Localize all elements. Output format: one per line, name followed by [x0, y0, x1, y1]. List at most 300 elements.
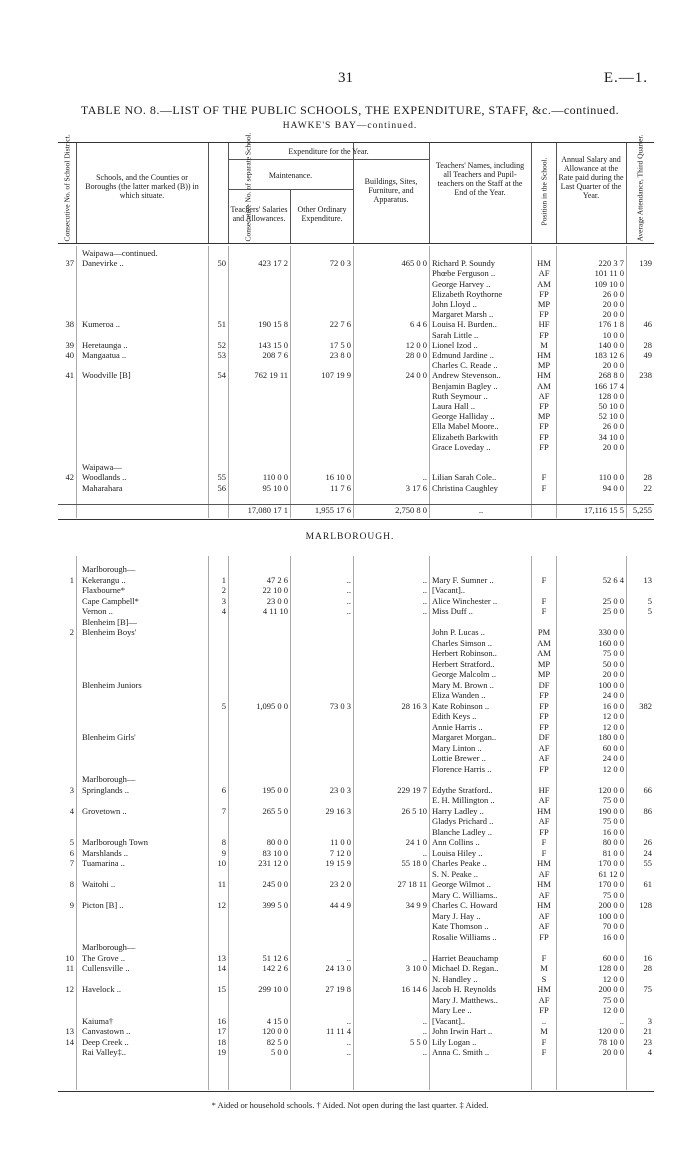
teacher-position: MP [537, 658, 551, 669]
buildings-expenditure: 24 1 0 [405, 837, 427, 847]
annual-salary: 20 0 0 [602, 669, 624, 679]
other-expenditure: .. [346, 1047, 351, 1057]
teacher-name: [Vacant].. [432, 1015, 466, 1026]
table-row [58, 995, 654, 1006]
table-row [58, 911, 654, 922]
teacher-name: Edmund Jardine .. [432, 350, 494, 360]
teacher-name: Andrew Stevenson.. [432, 370, 501, 381]
school-name: Blenheim Juniors [82, 679, 142, 690]
teachers-salaries: 4 15 0 [266, 1015, 288, 1026]
teacher-position: AF [538, 816, 550, 826]
annual-salary: 12 0 0 [602, 711, 624, 721]
teacher-name: Louisa Hiley .. [432, 847, 483, 858]
total-buildings: 2,750 8 0 [395, 505, 427, 515]
teacher-position: HM [537, 370, 551, 381]
teacher-name: Herbert Stratford.. [432, 658, 495, 669]
other-expenditure: 23 8 0 [329, 350, 351, 360]
school-name: Cullensville .. [82, 963, 130, 973]
annual-salary: 140 0 0 [598, 339, 624, 350]
teachers-salaries: 95 10 0 [262, 482, 288, 493]
district-number: 9 [69, 900, 74, 910]
average-attendance: 238 [639, 370, 652, 381]
teacher-position: HM [537, 984, 551, 994]
teacher-name: Elizabeth Roythorne [432, 288, 503, 299]
teacher-name: Charles C. Howard [432, 900, 498, 910]
teachers-salaries: 110 0 0 [262, 472, 288, 483]
buildings-expenditure: 55 18 0 [401, 858, 427, 868]
district-number: 42 [65, 472, 74, 483]
school-number: 50 [217, 258, 226, 269]
annual-salary: 80 0 0 [602, 837, 624, 847]
school-number: 7 [221, 805, 226, 816]
table-row [58, 953, 654, 964]
annual-salary: 16 0 0 [602, 826, 624, 837]
other-expenditure: 72 0 3 [329, 258, 351, 269]
buildings-expenditure: 12 0 0 [405, 339, 427, 350]
school-name: Marshlands .. [82, 847, 129, 858]
annual-salary: 20 0 0 [602, 299, 624, 309]
average-attendance: 46 [643, 319, 652, 330]
table-row [58, 984, 654, 995]
annual-salary: 20 0 0 [602, 1047, 624, 1057]
annual-salary: 10 0 0 [602, 329, 624, 340]
teacher-position: AF [538, 390, 550, 401]
teacher-position: HM [537, 258, 551, 269]
annual-salary: 24 0 0 [602, 753, 624, 763]
teacher-name: John Lloyd .. [432, 299, 477, 309]
table-row [58, 711, 654, 722]
other-expenditure: .. [346, 606, 351, 616]
teacher-position: MP [537, 299, 551, 309]
annual-salary: 26 0 0 [602, 421, 624, 432]
teacher-position: F [541, 606, 547, 616]
school-name: Marlborough— [82, 564, 136, 574]
annual-salary: 20 0 0 [602, 360, 624, 371]
annual-salary: 26 0 0 [602, 288, 624, 299]
header-expenditure: Expenditure for the Year. [288, 147, 369, 156]
teachers-salaries: 5 0 0 [271, 1047, 288, 1057]
table-header [58, 132, 654, 244]
average-attendance: 75 [643, 984, 652, 994]
table-row [58, 585, 654, 596]
total-name-placeholder: .. [478, 505, 484, 515]
annual-salary: 166 17 4 [594, 380, 624, 391]
other-expenditure: .. [346, 1036, 351, 1047]
school-number: 10 [217, 858, 226, 868]
teachers-salaries: 762 19 11 [254, 370, 288, 381]
teacher-name: Mary Lee .. [432, 1005, 472, 1015]
other-expenditure: .. [346, 585, 351, 595]
school-number: 51 [217, 319, 226, 330]
buildings-expenditure: 26 5 10 [401, 805, 427, 816]
other-expenditure: .. [346, 952, 351, 963]
teacher-position: F [541, 1036, 547, 1047]
page-number: 31 [338, 70, 353, 86]
teachers-salaries: 23 0 0 [266, 595, 288, 606]
teacher-name: Rosalie Williams .. [432, 931, 497, 942]
school-number: 17 [217, 1026, 226, 1036]
table-row [58, 659, 654, 670]
school-number: 54 [217, 370, 226, 381]
annual-salary: 101 11 0 [594, 268, 624, 279]
table-row [58, 680, 654, 691]
teacher-name: Miss Duff .. [432, 606, 473, 616]
teachers-salaries: 142 2 6 [262, 963, 288, 973]
average-attendance: 21 [643, 1026, 652, 1036]
teacher-name: Annie Harris .. [432, 721, 483, 732]
table-row [58, 701, 654, 712]
teacher-position: F [541, 595, 547, 606]
teacher-position: AM [537, 637, 551, 648]
teacher-position: AM [537, 648, 551, 658]
annual-salary: 170 0 0 [598, 879, 624, 889]
table-row [58, 617, 654, 628]
school-name: The Grove .. [82, 952, 125, 963]
teachers-salaries: 190 15 8 [258, 319, 288, 330]
table-row [58, 837, 654, 848]
buildings-expenditure: .. [422, 585, 427, 595]
other-expenditure: 19 15 9 [325, 858, 351, 868]
district-number: 1 [69, 574, 74, 585]
teacher-position: AM [537, 380, 551, 391]
school-number: 56 [217, 482, 226, 493]
annual-salary: 12 0 0 [602, 721, 624, 732]
teachers-salaries: 265 5 0 [262, 805, 288, 816]
average-attendance: 66 [643, 784, 652, 795]
other-expenditure: 29 16 3 [325, 805, 351, 816]
annual-salary: 50 0 0 [602, 658, 624, 669]
school-number: 2 [221, 585, 226, 595]
teacher-position: FP [539, 826, 549, 837]
buildings-expenditure: .. [422, 574, 427, 585]
school-name: Marlborough— [82, 942, 136, 952]
school-number: 6 [221, 784, 226, 795]
teacher-position: HM [537, 900, 551, 910]
school-name: Danevirke .. [82, 258, 124, 269]
district-number: 12 [65, 984, 74, 994]
annual-salary: 60 0 0 [602, 742, 624, 753]
other-expenditure: 11 0 0 [330, 837, 351, 847]
table-row [58, 879, 654, 890]
buildings-expenditure: 5 5 0 [410, 1036, 427, 1047]
teacher-position: FP [539, 288, 549, 299]
table-row [58, 806, 654, 817]
teacher-position: FP [539, 329, 549, 340]
teacher-name: Margaret Marsh .. [432, 309, 494, 320]
teacher-name: Richard P. Soundy [432, 258, 496, 269]
other-expenditure: 11 7 6 [330, 482, 351, 493]
table-row [58, 753, 654, 764]
other-expenditure: 23 2 0 [329, 879, 351, 889]
district-number: 39 [65, 339, 74, 350]
school-name: Marlborough— [82, 774, 136, 784]
annual-salary: 183 12 6 [594, 350, 624, 360]
other-expenditure: 22 7 6 [329, 319, 351, 330]
annual-salary: 25 0 0 [602, 606, 624, 616]
other-expenditure: .. [346, 595, 351, 606]
annual-salary: 120 0 0 [598, 784, 624, 795]
annual-salary: 12 0 0 [602, 763, 624, 774]
annual-salary: 24 0 0 [602, 690, 624, 700]
annual-salary: 190 0 0 [598, 805, 624, 816]
teacher-position: FP [539, 763, 549, 774]
header-teachers-salaries: Teachers' Salaries and Allowances. [230, 205, 288, 223]
teacher-name: Kate Robinson .. [432, 700, 490, 711]
annual-salary: 128 0 0 [598, 963, 624, 973]
total-salary: 17,116 15 5 [583, 505, 624, 515]
teacher-name: Ann Collins .. [432, 837, 480, 847]
school-number: 13 [217, 952, 226, 963]
school-name: Waipawa—continued. [82, 248, 158, 258]
table-row [58, 848, 654, 859]
school-number: 1 [221, 574, 226, 585]
teachers-salaries: 51 12 6 [262, 952, 288, 963]
annual-salary: 70 0 0 [602, 921, 624, 931]
school-name: Rai Valley‡.. [82, 1047, 126, 1057]
buildings-expenditure: .. [422, 1026, 427, 1036]
teacher-name: Harriet Beauchamp [432, 952, 499, 963]
teacher-position: HM [537, 350, 551, 360]
annual-salary: 78 10 0 [598, 1036, 624, 1047]
teacher-name: Lottie Brewer .. [432, 753, 486, 763]
table-row [58, 732, 654, 743]
other-expenditure: 24 13 0 [325, 963, 351, 973]
school-name: Grovetown .. [82, 805, 127, 816]
table-row [58, 974, 654, 985]
school-number: 4 [221, 606, 226, 616]
average-attendance: 139 [639, 258, 652, 269]
table-row [58, 1026, 654, 1037]
school-name: Tuamarina .. [82, 858, 125, 868]
teacher-position: HF [538, 784, 550, 795]
teacher-position: FP [539, 700, 549, 711]
teacher-position: AF [538, 795, 550, 805]
average-attendance: 3 [647, 1015, 652, 1026]
table-row [58, 795, 654, 806]
header-buildings: Buildings, Sites, Furniture, and Apparatus. [364, 177, 418, 204]
header-schools: Schools, and the Counties or Boroughs (the latter marked (B)) in which situate. [85, 173, 199, 200]
other-expenditure: 23 0 3 [329, 784, 351, 795]
average-attendance: 49 [643, 350, 652, 360]
school-name: Waipawa— [82, 462, 122, 473]
annual-salary: 220 3 7 [598, 258, 624, 269]
table-row [58, 900, 654, 911]
teacher-name: Michael D. Regan.. [432, 963, 499, 973]
average-attendance: 24 [643, 847, 652, 858]
school-number: 55 [217, 472, 226, 483]
district-number: 4 [69, 805, 74, 816]
teacher-position: FP [539, 1005, 549, 1015]
teacher-position: AF [538, 910, 550, 921]
table-row [58, 774, 654, 785]
teacher-position: HM [537, 858, 551, 868]
teacher-name: Margaret Morgan.. [432, 732, 497, 742]
teachers-salaries: 22 10 0 [262, 585, 288, 595]
other-expenditure: .. [346, 1015, 351, 1026]
teachers-salaries: 120 0 0 [262, 1026, 288, 1036]
other-expenditure: 44 4 9 [329, 900, 351, 910]
average-attendance: 4 [647, 1047, 652, 1057]
table-row [58, 722, 654, 733]
other-expenditure: 16 10 0 [325, 472, 351, 483]
table-row [58, 648, 654, 659]
table-row [58, 942, 654, 953]
school-name: Heretaunga .. [82, 339, 128, 350]
annual-salary: 75 0 0 [602, 795, 624, 805]
teacher-name: Florence Harris .. [432, 763, 492, 774]
teacher-name: [Vacant].. [432, 585, 466, 595]
buildings-expenditure: .. [422, 952, 427, 963]
teacher-name: Ella Mabel Moore.. [432, 421, 499, 432]
teachers-salaries: 245 0 0 [262, 879, 288, 889]
teacher-name: Elizabeth Barkwith [432, 431, 498, 442]
teacher-position: FP [539, 431, 549, 442]
district-number: 41 [65, 370, 74, 381]
teacher-position: F [541, 952, 547, 963]
district-number: 13 [65, 1026, 74, 1036]
teachers-salaries: 195 0 0 [262, 784, 288, 795]
teacher-name: George Wilmot .. [432, 879, 491, 889]
teacher-name: Kate Thomson .. [432, 921, 489, 931]
average-attendance: 55 [643, 858, 652, 868]
school-name: Flaxbourne* [82, 585, 125, 595]
marlborough-section [58, 556, 654, 1090]
annual-salary: 330 0 0 [598, 627, 624, 637]
teacher-name: Mary J. Hay .. [432, 910, 481, 921]
district-number: 10 [65, 952, 74, 963]
school-number: 12 [217, 900, 226, 910]
other-expenditure: 7 12 0 [329, 847, 351, 858]
teachers-salaries: 80 0 0 [266, 837, 288, 847]
teacher-position: M [540, 339, 548, 350]
table-row [58, 858, 654, 869]
average-attendance: 26 [643, 837, 652, 847]
district-number: 8 [69, 879, 74, 889]
school-name: Woodlands .. [82, 472, 127, 483]
header-position: Position in the School. [539, 157, 549, 226]
table-row [58, 743, 654, 754]
teachers-salaries: 82 5 0 [266, 1036, 288, 1047]
teacher-name: Mary M. Brown .. [432, 679, 494, 690]
school-name: Mangaatua .. [82, 350, 127, 360]
teachers-salaries: 143 15 0 [258, 339, 288, 350]
table-row [58, 890, 654, 901]
buildings-expenditure: .. [422, 1047, 427, 1057]
teacher-position: AF [538, 994, 550, 1005]
district-number: 5 [69, 837, 74, 847]
annual-salary: 16 0 0 [602, 700, 624, 711]
teacher-position: AF [538, 753, 550, 763]
school-number: 9 [221, 847, 226, 858]
school-number: 18 [217, 1036, 226, 1047]
teacher-position: HF [538, 319, 550, 330]
teacher-name: Charles Simson .. [432, 637, 492, 648]
annual-salary: 109 10 0 [594, 278, 624, 289]
teacher-position: F [541, 1047, 547, 1057]
teacher-name: Charles Peake .. [432, 858, 487, 868]
teacher-position: AF [538, 921, 550, 931]
table-row [58, 575, 654, 586]
teacher-position: FP [539, 690, 549, 700]
annual-salary: 180 0 0 [598, 732, 624, 742]
teacher-position: F [541, 847, 547, 858]
teacher-position: F [541, 574, 547, 585]
total-teachers-salaries: 17,080 17 1 [247, 505, 288, 515]
district-number: 6 [69, 847, 74, 858]
school-name: Springlands .. [82, 784, 129, 795]
annual-salary: 12 0 0 [602, 1005, 624, 1015]
teacher-position: F [541, 472, 547, 483]
buildings-expenditure: 16 14 6 [401, 984, 427, 994]
teacher-name: George Harvey .. [432, 278, 491, 289]
annual-salary: 75 0 0 [602, 994, 624, 1005]
teacher-position: HM [537, 805, 551, 816]
school-number: 11 [217, 879, 226, 889]
average-attendance: 5 [647, 606, 652, 616]
teacher-position: PM [537, 627, 551, 637]
table-row [58, 869, 654, 880]
teacher-name: Lily Logan .. [432, 1036, 477, 1047]
district-number: 37 [65, 258, 74, 269]
annual-salary: 60 0 0 [602, 952, 624, 963]
average-attendance: 22 [643, 482, 652, 493]
other-expenditure: 107 19 9 [321, 370, 351, 381]
district-number: 7 [69, 858, 74, 868]
annual-salary: 120 0 0 [598, 1026, 624, 1036]
school-name: Blenheim Boys' [82, 627, 137, 637]
teacher-position: AM [537, 278, 551, 289]
buildings-expenditure: 3 10 0 [405, 963, 427, 973]
table-row [58, 1005, 654, 1016]
teachers-salaries: 399 5 0 [262, 900, 288, 910]
district-number: 11 [65, 963, 74, 973]
table-row [58, 638, 654, 649]
table-row [58, 785, 654, 796]
annual-salary: 160 0 0 [598, 637, 624, 648]
table-row [58, 606, 654, 617]
teachers-salaries: 208 7 6 [262, 350, 288, 360]
teachers-salaries: 1,095 0 0 [256, 700, 288, 711]
teacher-name: Lionel Izod .. [432, 339, 478, 350]
header-consec-district: Consecutive No. of School District. [62, 134, 72, 242]
teachers-salaries: 83 10 0 [262, 847, 288, 858]
table-row [58, 1037, 654, 1048]
teacher-name: Eliza Wanden .. [432, 690, 486, 700]
teacher-name: Gladys Prichard .. [432, 816, 494, 826]
teacher-name: Grace Loveday .. [432, 441, 491, 452]
annual-salary: 94 0 0 [602, 482, 624, 493]
annual-salary: 20 0 0 [602, 309, 624, 320]
average-attendance: 16 [643, 952, 652, 963]
annual-salary: 75 0 0 [602, 648, 624, 658]
average-attendance: 28 [643, 339, 652, 350]
buildings-expenditure: 229 19 7 [397, 784, 427, 795]
other-expenditure: 27 19 8 [325, 984, 351, 994]
teacher-name: Edith Keys .. [432, 711, 477, 721]
annual-salary: 75 0 0 [602, 816, 624, 826]
teacher-name: Benjamin Bagley .. [432, 380, 498, 391]
other-expenditure: 11 11 4 [326, 1026, 351, 1036]
buildings-expenditure: 24 0 0 [405, 370, 427, 381]
teacher-position: FP [539, 721, 549, 732]
teacher-name: Mary J. Matthews.. [432, 994, 498, 1005]
teacher-position: .. [541, 1015, 547, 1026]
teacher-position: AF [538, 868, 550, 879]
annual-salary: 61 12 0 [598, 868, 624, 879]
school-number: 3 [221, 595, 226, 606]
table-row [58, 816, 654, 827]
annual-salary: 52 10 0 [598, 411, 624, 422]
